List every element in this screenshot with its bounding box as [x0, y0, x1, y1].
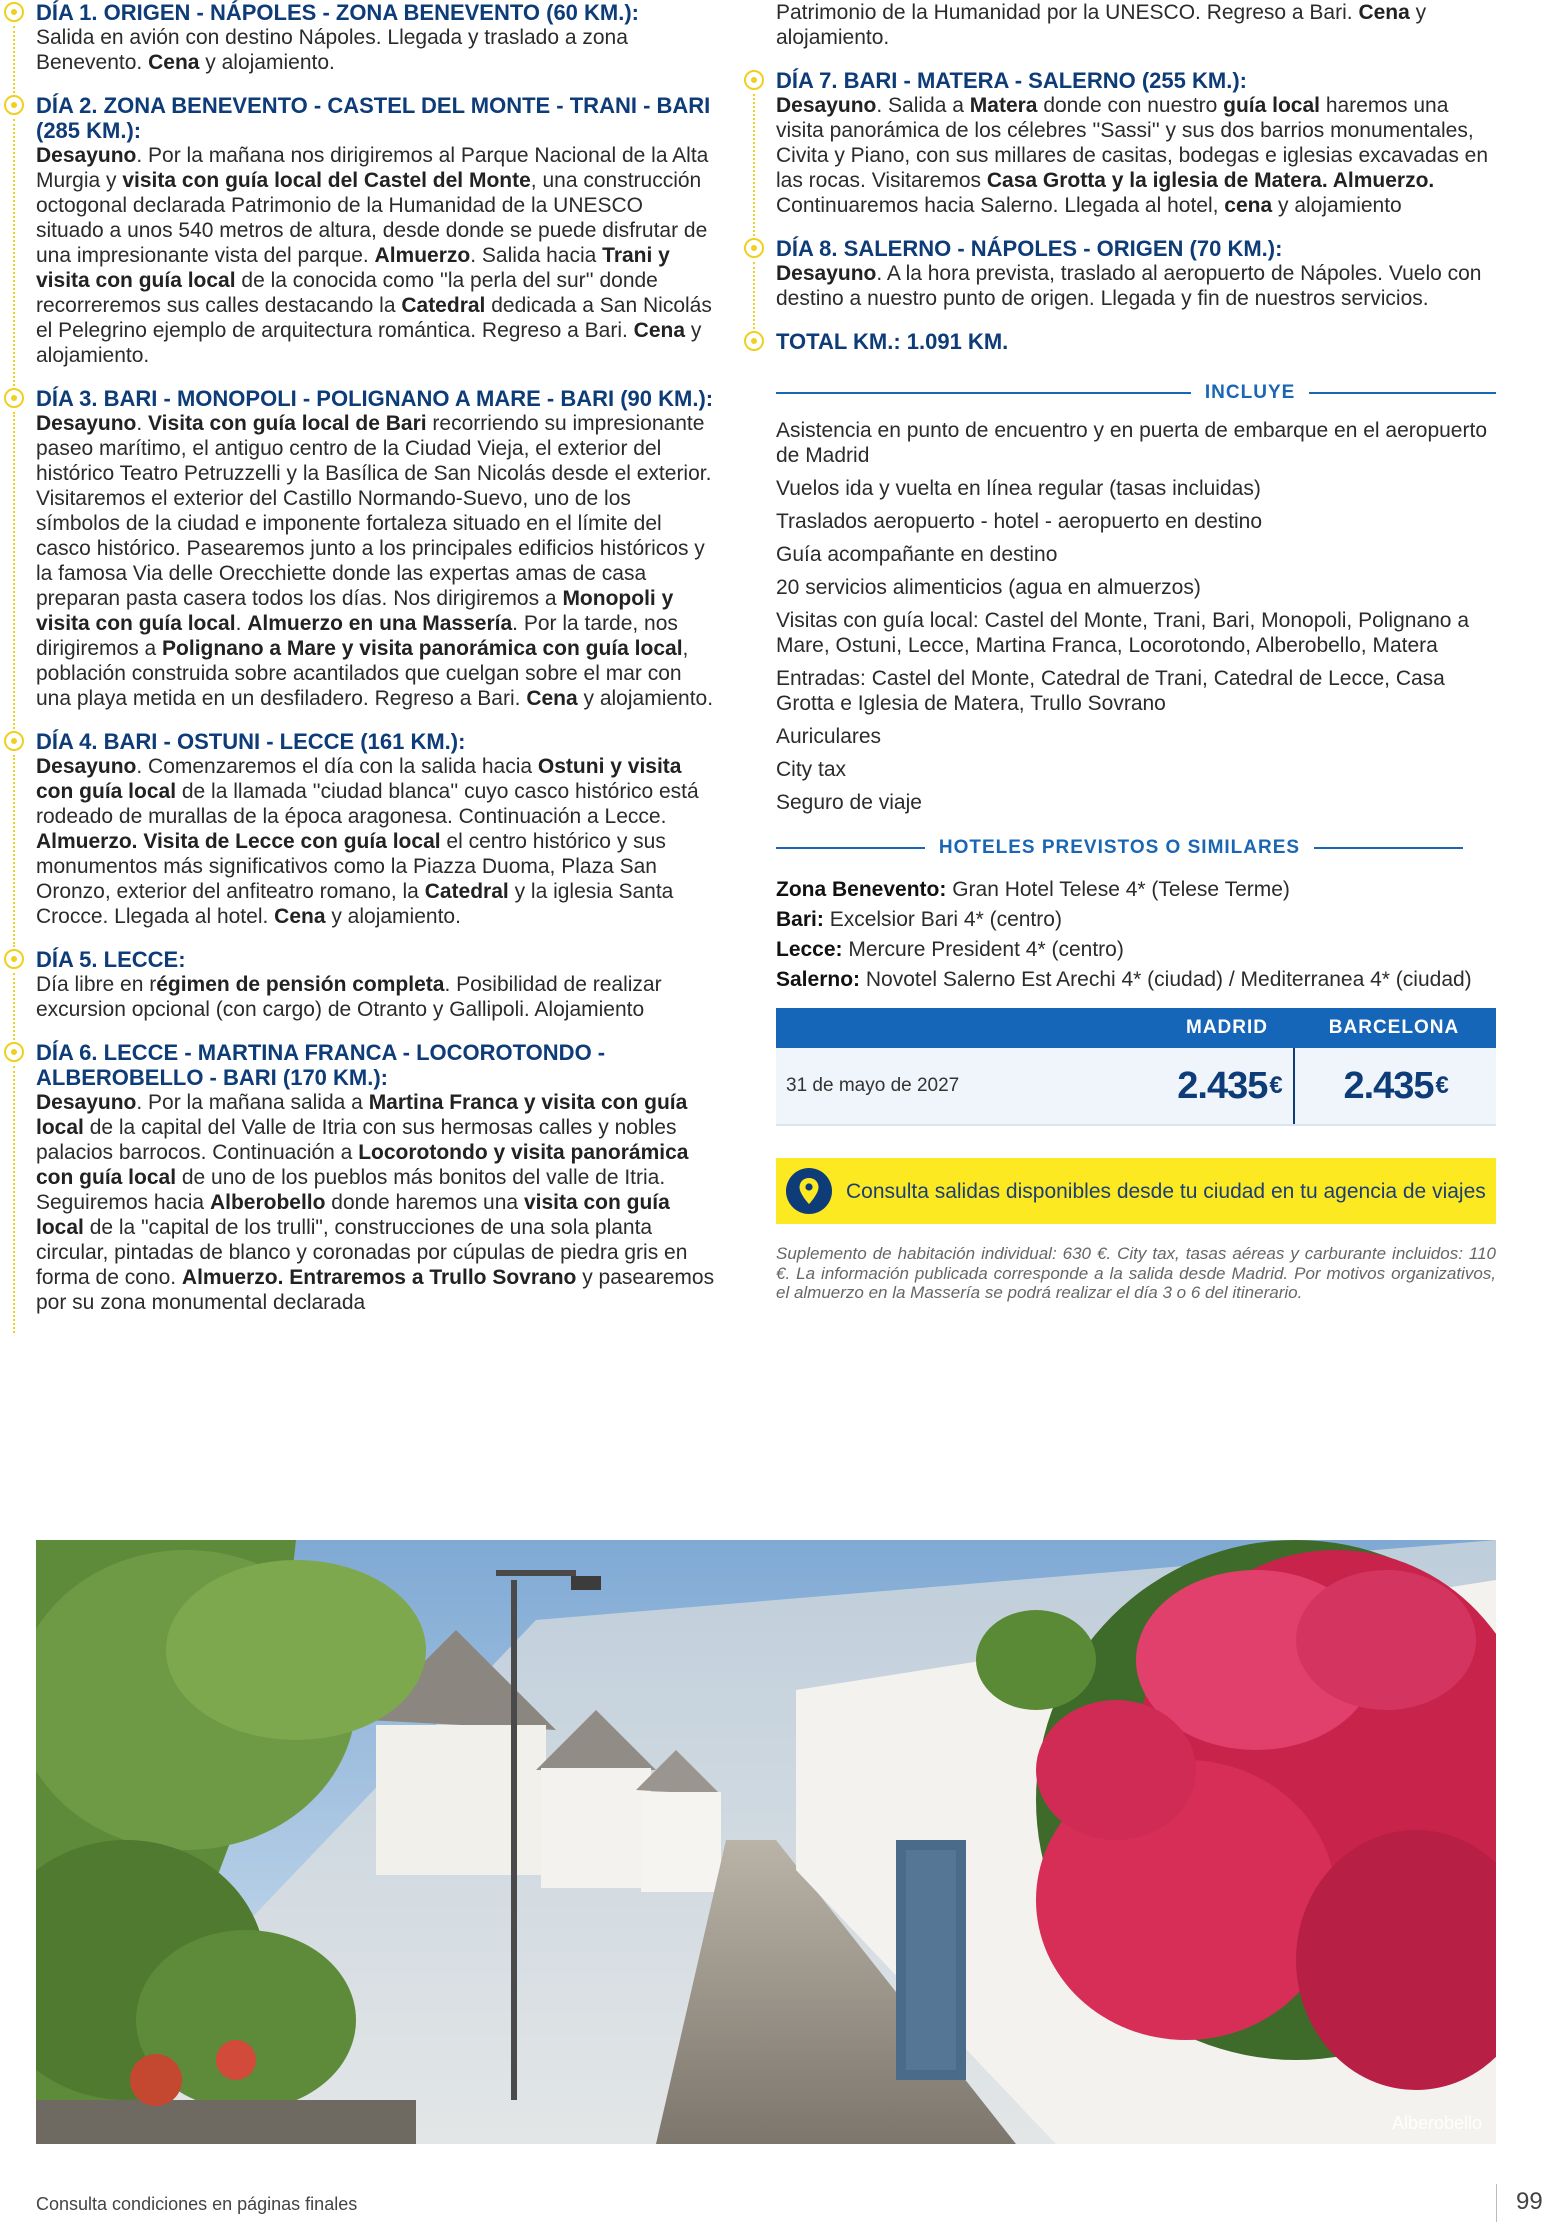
price-header-madrid: MADRID: [1186, 1017, 1268, 1038]
footer-divider: [1496, 2184, 1497, 2222]
day-title: TOTAL KM.: 1.091 KM.: [776, 329, 1009, 354]
day-item-1: [36, 0, 716, 75]
day-item-7: [776, 68, 1496, 218]
day-title: DÍA 3. BARI - MONOPOLI - POLIGNANO A MARE - BARI (90 KM.):: [36, 386, 714, 411]
price-row: [776, 1048, 1496, 1126]
hotels-heading-text: HOTELES PREVISTOS O SIMILARES: [938, 837, 1301, 858]
incluye-item: Traslados aeropuerto - hotel - aeropuerto en destino: [776, 510, 1263, 533]
incluye-item: Auriculares: [776, 725, 882, 748]
price-madrid-value: 2.435: [1177, 1064, 1268, 1107]
hotel-name: Novotel Salerno Est Arechi 4* (ciudad) / Mediterranea 4* (ciudad): [860, 968, 1472, 991]
day-item-5: [36, 947, 716, 1022]
hotel-name: Gran Hotel Telese 4* (Telese Terme): [946, 878, 1290, 901]
incluye-heading: [776, 382, 1496, 404]
timeline-dotted-line: [13, 973, 15, 1040]
day-item-3: [36, 386, 716, 711]
price-table: [776, 1008, 1496, 1126]
day-list-right: [776, 68, 1496, 354]
day-item-9: [776, 329, 1496, 354]
price-barcelona-value: 2.435: [1343, 1064, 1434, 1107]
timeline-marker-icon: [744, 70, 764, 90]
day-description: Desayuno. A la hora prevista, traslado al aeropuerto de Nápoles. Vuelo con destino a nuestro punto de origen. Llegada y fin de nuestros servicios.: [776, 262, 1482, 310]
alberobello-photo: [36, 1540, 1496, 2144]
incluye-list: [776, 418, 1496, 815]
timeline-dotted-line: [13, 26, 15, 93]
incluye-section: [776, 382, 1496, 815]
price-barcelona: [1295, 1048, 1496, 1124]
price-header-barcelona: BARCELONA: [1328, 1017, 1460, 1038]
timeline-dotted-line: [13, 755, 15, 947]
timeline-marker-icon: [4, 2, 24, 22]
day-list: [36, 0, 716, 1315]
incluye-item: 20 servicios alimenticios (agua en almuerzos): [776, 576, 1201, 599]
day-description: Desayuno. Por la mañana salida a Martina Franca y visita con guía local de la capital del Valle de Itria con sus hermosas calles y nobles palacios barrocos. Continuación a Locorotondo y visita panorámica con guía local de uno de los pueblos más bonitos del valle de Itria. Seguiremos hacia Alberobello donde haremos una visita con guía local de la "capital de los trulli", construcciones de una sola planta circular, pintadas de blanco y coronadas por cúpulas de piedra gris en forma de cono. Almuerzo. Entraremos a Trullo Sovrano y pasearemos por su zona monumental declarada: [36, 1091, 715, 1314]
incluye-item: Vuelos ida y vuelta en línea regular (tasas incluidas): [776, 477, 1261, 500]
timeline-dotted-line: [13, 119, 15, 386]
incluye-item: Asistencia en punto de encuentro y en puerta de embarque en el aeropuerto de Madrid: [776, 419, 1487, 467]
timeline-marker-icon: [4, 95, 24, 115]
timeline-marker-icon: [4, 1042, 24, 1062]
timeline-dotted-line: [13, 412, 15, 729]
day-6-continuation: Patrimonio de la Humanidad por la UNESCO. Regreso a Bari. Cena y alojamiento.: [776, 1, 1427, 49]
price-madrid: [1166, 1048, 1296, 1124]
itinerary-right-column: [776, 0, 1496, 1303]
page-number: 99: [1516, 2188, 1543, 2215]
supplement-note: Suplemento de habitación individual: 630 €. City tax, tasas aéreas y carburante incluidos: 110 €. La información publicada corresponde a la salida desde Madrid. Por motivos organizativos, el almuerzo en la Massería se podrá realizar el día 3 o 6 del itinerario.: [776, 1244, 1496, 1302]
incluye-heading-text: INCLUYE: [1204, 382, 1296, 403]
day-description: Desayuno. Comenzaremos el día con la salida hacia Ostuni y visita con guía local de la llamada ''ciudad blanca'' cuyo casco histórico está rodeado de murallas de la época aragonesa. Continuación a Lecce. Almuerzo. Visita de Lecce con guía local el centro histórico y sus monumentos más significativos como la Piazza Duoma, Plaza San Oronzo, exterior del anfiteatro romano, la Catedral y la iglesia Santa Crocce. Llegada al hotel. Cena y alojamiento.: [36, 755, 699, 928]
incluye-item: Guía acompañante en destino: [776, 543, 1058, 566]
day-description: Desayuno. Salida a Matera donde con nuestro guía local haremos una visita panorámica de los célebres ''Sassi'' y sus dos barrios monumentales, Civita y Piano, con sus millares de casitas, bodegas e iglesias excavadas en las rocas. Visitaremos Casa Grotta y la iglesia de Matera. Almuerzo. Continuaremos hacia Salerno. Llegada al hotel, cena y alojamiento: [776, 94, 1489, 217]
day-item-6: [36, 1040, 716, 1315]
hotels-section: [776, 837, 1496, 992]
day-item-2: [36, 93, 716, 368]
currency-symbol: €: [1269, 1072, 1282, 1099]
timeline-marker-icon: [744, 331, 764, 351]
day-title: DÍA 7. BARI - MATERA - SALERNO (255 KM.):: [776, 68, 1247, 93]
hotel-item: [776, 907, 1496, 932]
price-table-header: [776, 1008, 1496, 1048]
timeline-dotted-line: [753, 94, 755, 236]
day-item-8: [776, 236, 1496, 311]
hotels-heading: [776, 837, 1496, 859]
photo-illustration: [36, 1540, 1496, 2144]
location-pin-icon: [786, 1168, 832, 1214]
footer-note: Consulta condiciones en páginas finales: [36, 2194, 358, 2214]
day-title: DÍA 4. BARI - OSTUNI - LECCE (161 KM.):: [36, 729, 466, 754]
hotel-item: [776, 877, 1496, 902]
hotel-zone: Bari:: [776, 908, 824, 931]
day-title: DÍA 5. LECCE:: [36, 947, 186, 972]
incluye-item: City tax: [776, 758, 847, 781]
timeline-dotted-line: [753, 262, 755, 329]
incluye-item: Seguro de viaje: [776, 791, 922, 814]
day-title: DÍA 8. SALERNO - NÁPOLES - ORIGEN (70 KM.):: [776, 236, 1283, 261]
timeline-dotted-line: [13, 1066, 15, 1333]
photo-caption: Alberobello: [1391, 2113, 1482, 2133]
hotel-zone: Lecce:: [776, 938, 843, 961]
hotel-name: Mercure President 4* (centro): [842, 938, 1124, 961]
hotel-item: [776, 967, 1496, 992]
timeline-marker-icon: [4, 949, 24, 969]
day-item-4: [36, 729, 716, 929]
day-description: Desayuno. Por la mañana nos dirigiremos al Parque Nacional de la Alta Murgia y visita con guía local del Castel del Monte, una construcción octogonal declarada Patrimonio de la Humanidad de la UNESCO situado a unos 540 metros de altura, desde donde se puede disfrutar de una impresionante vista del parque. Almuerzo. Salida hacia Trani y visita con guía local de la conocida como ''la perla del sur'' donde recorreremos sus calles destacando la Catedral dedicada a San Nicolás el Pelegrino ejemplo de arquitectura romántica. Regreso a Bari. Cena y alojamiento.: [36, 144, 712, 367]
hotel-zone: Zona Benevento:: [776, 878, 947, 901]
agency-notice-text: Consulta salidas disponibles desde tu ciudad en tu agencia de viajes: [846, 1179, 1486, 1203]
itinerary-left-column: [36, 0, 716, 1333]
agency-notice: [776, 1158, 1496, 1224]
timeline-marker-icon: [744, 238, 764, 258]
day-description: Salida en avión con destino Nápoles. Llegada y traslado a zona Benevento. Cena y alojamiento.: [36, 26, 628, 74]
timeline-marker-icon: [4, 731, 24, 751]
day-description: Día libre en régimen de pensión completa. Posibilidad de realizar excursion opcional (con cargo) de Otranto y Gallipoli. Alojamiento: [36, 973, 662, 1021]
day-title: DÍA 6. LECCE - MARTINA FRANCA - LOCOROTONDO - ALBEROBELLO - BARI (170 KM.):: [36, 1040, 606, 1090]
departure-date: 31 de mayo de 2027: [786, 1075, 960, 1096]
currency-symbol: €: [1435, 1072, 1448, 1099]
day-title: DÍA 2. ZONA BENEVENTO - CASTEL DEL MONTE - TRANI - BARI (285 KM.):: [36, 93, 711, 143]
hotel-name: Excelsior Bari 4* (centro): [823, 908, 1062, 931]
day-title: DÍA 1. ORIGEN - NÁPOLES - ZONA BENEVENTO (60 KM.):: [36, 0, 640, 25]
day-description: Desayuno. Visita con guía local de Bari recorriendo su impresionante paseo marítimo, el antiguo centro de la Ciudad Vieja, el exterior del histórico Teatro Petruzzelli y la Basílica de San Nicolás desde el exterior. Visitaremos el exterior del Castillo Normando-Suevo, uno de los símbolos de la ciudad e imponente fortaleza situado en el límite del casco histórico. Pasearemos junto a los principales edificios históricos y la famosa Via delle Orecchiette donde las expertas amas de casa preparan pasta casera todos los días. Nos dirigiremos a Monopoli y visita con guía local. Almuerzo en una Massería. Por la tarde, nos dirigiremos a Polignano a Mare y visita panorámica con guía local, población construida sobre acantilados que cuelgan sobre el mar con una playa metida en un desfiladero. Regreso a Bari. Cena y alojamiento.: [36, 412, 714, 710]
incluye-item: Entradas: Castel del Monte, Catedral de Trani, Catedral de Lecce, Casa Grotta e Iglesia de Matera, Trullo Sovrano: [776, 667, 1445, 715]
hotel-item: [776, 937, 1496, 962]
hotel-zone: Salerno:: [776, 968, 861, 991]
incluye-item: Visitas con guía local: Castel del Monte, Trani, Bari, Monopoli, Polignano a Mare, Ostuni, Lecce, Martina Franca, Locorotondo, Alberobello, Matera: [776, 609, 1469, 657]
hotels-list: [776, 877, 1496, 992]
timeline-marker-icon: [4, 388, 24, 408]
